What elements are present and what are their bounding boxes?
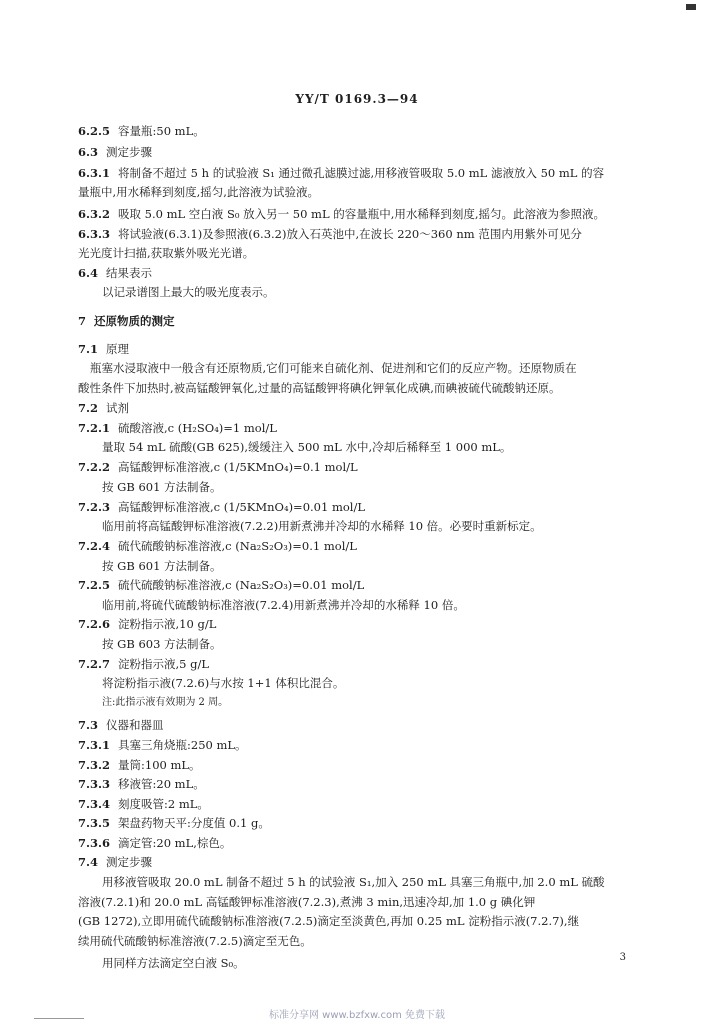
section-number: 7 <box>78 314 87 328</box>
line-0 <box>78 124 205 138</box>
line-29 <box>78 718 164 732</box>
clause-number: 7.2.4 <box>78 539 111 553</box>
line-28 <box>102 696 228 710</box>
clause-text: 测定步骤 <box>106 855 153 869</box>
line-14 <box>78 421 277 435</box>
line-37 <box>102 875 605 889</box>
line-5 <box>78 227 582 241</box>
line-15 <box>102 440 511 454</box>
clause-text: 移液管:20 mL。 <box>118 777 205 791</box>
clause-text: 刻度吸管:2 mL。 <box>118 797 209 811</box>
corner-mark <box>686 4 696 10</box>
line-20 <box>78 539 357 553</box>
clause-text: 将制备不超过 5 h 的试验液 S₁ 通过微孔滤膜过滤,用移液管吸取 5.0 mL 滤液放入 50 mL 的容 <box>118 166 605 180</box>
line-17 <box>102 480 222 494</box>
line-31 <box>78 758 201 772</box>
clause-text: 临用前将高锰酸钾标准溶液(7.2.2)用新煮沸并冷却的水稀释 10 倍。必要时重新标定。 <box>102 519 542 533</box>
footer-watermark: 标准分享网 www.bzfxw.com 免费下载 <box>269 1010 445 1021</box>
line-27 <box>102 676 344 690</box>
line-23 <box>102 598 465 612</box>
line-30 <box>78 738 247 752</box>
clause-number: 6.3.3 <box>78 227 111 241</box>
clause-text: 高锰酸钾标准溶液,c (1/5KMnO₄)=0.01 mol/L <box>118 500 365 514</box>
clause-number: 7.2.5 <box>78 578 111 592</box>
line-38 <box>78 895 535 909</box>
line-9 <box>78 314 175 328</box>
clause-text: 按 GB 601 方法制备。 <box>102 480 222 494</box>
line-34 <box>78 816 270 830</box>
clause-text: 具塞三角烧瓶:250 mL。 <box>118 738 247 752</box>
clause-number: 7.2.1 <box>78 421 111 435</box>
clause-text: 将淀粉指示液(7.2.6)与水按 1+1 体积比混合。 <box>102 676 345 690</box>
line-39 <box>78 914 579 928</box>
clause-text: 测定步骤 <box>106 145 153 159</box>
clause-text: 按 GB 603 方法制备。 <box>102 637 222 651</box>
line-21 <box>102 559 222 573</box>
clause-text: 硫酸溶液,c (H₂SO₄)=1 mol/L <box>118 421 277 435</box>
page-number: 3 <box>619 952 626 963</box>
clause-number: 7.3.5 <box>78 816 111 830</box>
line-36 <box>78 855 152 869</box>
line-4 <box>78 207 605 221</box>
clause-text: 按 GB 601 方法制备。 <box>102 559 222 573</box>
line-32 <box>78 777 205 791</box>
clause-number: 6.3 <box>78 145 99 159</box>
clause-text: 量筒:100 mL。 <box>118 758 201 772</box>
clause-number: 6.2.5 <box>78 124 111 138</box>
clause-number: 7.3.4 <box>78 797 111 811</box>
line-18 <box>78 500 365 514</box>
line-41 <box>102 956 245 970</box>
line-19 <box>102 519 542 533</box>
section-title: 还原物质的测定 <box>94 314 175 328</box>
note-text: 注:此指示液有效期为 2 周。 <box>102 697 229 708</box>
clause-text: 硫代硫酸钠标准溶液,c (Na₂S₂O₃)=0.1 mol/L <box>118 539 357 553</box>
clause-number: 6.3.2 <box>78 207 111 221</box>
clause-number: 7.2.7 <box>78 657 111 671</box>
clause-text: 高锰酸钾标准溶液,c (1/5KMnO₄)=0.1 mol/L <box>118 460 358 474</box>
line-3 <box>78 185 319 199</box>
clause-text: 续用硫代硫酸钠标准溶液(7.2.5)滴定至无色。 <box>78 934 312 948</box>
line-35 <box>78 836 231 850</box>
line-33 <box>78 797 209 811</box>
clause-text: 光光度计扫描,获取紫外吸光光谱。 <box>78 246 255 260</box>
clause-text: 用移液管吸取 20.0 mL 制备不超过 5 h 的试验液 S₁,加入 250 mL 具塞三角瓶中,加 2.0 mL 硫酸 <box>102 875 605 889</box>
clause-text: 用同样方法滴定空白液 S₀。 <box>102 956 245 970</box>
clause-text: 量瓶中,用水稀释到刻度,摇匀,此溶液为试验液。 <box>78 185 319 199</box>
clause-number: 7.1 <box>78 342 99 356</box>
clause-text: 酸性条件下加热时,被高锰酸钾氧化,过量的高锰酸钾将碘化钾氧化成碘,而碘被硫代硫酸钠还原。 <box>78 381 561 395</box>
clause-number: 6.3.1 <box>78 166 111 180</box>
line-40 <box>78 934 312 948</box>
clause-text: 原理 <box>106 342 130 356</box>
document-header: YY/T 0169.3—94 <box>295 92 419 106</box>
clause-number: 7.2.6 <box>78 617 111 631</box>
line-25 <box>102 637 222 651</box>
clause-text: 淀粉指示液,10 g/L <box>118 617 217 631</box>
line-26 <box>78 657 209 671</box>
line-22 <box>78 578 364 592</box>
line-6 <box>78 246 254 260</box>
clause-number: 7.3.2 <box>78 758 111 772</box>
clause-text: 量取 54 mL 硫酸(GB 625),缓缓注入 500 mL 水中,冷却后稀释至 1 000 mL。 <box>102 440 512 454</box>
clause-number: 7.3.6 <box>78 836 111 850</box>
line-2 <box>78 166 604 180</box>
line-7 <box>78 266 152 280</box>
clause-text: 淀粉指示液,5 g/L <box>118 657 210 671</box>
clause-number: 7.2 <box>78 401 99 415</box>
clause-number: 7.2.3 <box>78 500 111 514</box>
clause-number: 7.3.3 <box>78 777 111 791</box>
clause-text: 架盘药物天平:分度值 0.1 g。 <box>118 816 270 830</box>
clause-text: 将试验液(6.3.1)及参照液(6.3.2)放入石英池中,在波长 220～360 nm 范围内用紫外可见分 <box>118 227 582 241</box>
clause-text: 硫代硫酸钠标准溶液,c (Na₂S₂O₃)=0.01 mol/L <box>118 578 365 592</box>
clause-text: 临用前,将硫代硫酸钠标准溶液(7.2.4)用新煮沸并冷却的水稀释 10 倍。 <box>102 598 465 612</box>
clause-text: 结果表示 <box>106 266 153 280</box>
clause-text: 瓶塞水浸取液中一般含有还原物质,它们可能来自硫化剂、促进剂和它们的反应产物。还原物质在 <box>90 361 577 375</box>
clause-text: (GB 1272),立即用硫代硫酸钠标准溶液(7.2.5)滴定至淡黄色,再加 0.25 mL 淀粉指示液(7.2.7),继 <box>78 914 580 928</box>
line-8 <box>102 285 275 299</box>
line-24 <box>78 617 216 631</box>
line-1 <box>78 145 152 159</box>
clause-text: 以记录谱图上最大的吸光度表示。 <box>102 285 275 299</box>
clause-number: 7.4 <box>78 855 99 869</box>
clause-number: 7.3 <box>78 718 99 732</box>
clause-number: 7.3.1 <box>78 738 111 752</box>
line-13 <box>78 401 129 415</box>
clause-text: 容量瓶:50 mL。 <box>118 124 205 138</box>
line-11 <box>90 361 577 375</box>
clause-text: 仪器和器皿 <box>106 718 164 732</box>
line-10 <box>78 342 129 356</box>
clause-text: 试剂 <box>106 401 130 415</box>
clause-text: 滴定管:20 mL,棕色。 <box>118 836 232 850</box>
line-12 <box>78 381 560 395</box>
clause-text: 溶液(7.2.1)和 20.0 mL 高锰酸钾标准溶液(7.2.3),煮沸 3 min,迅速冷却,加 1.0 g 碘化钾 <box>78 895 536 909</box>
clause-number: 6.4 <box>78 266 99 280</box>
clause-text: 吸取 5.0 mL 空白液 S₀ 放入另一 50 mL 的容量瓶中,用水稀释到刻度,摇匀。此溶液为参照液。 <box>118 207 606 221</box>
line-16 <box>78 460 358 474</box>
clause-number: 7.2.2 <box>78 460 111 474</box>
